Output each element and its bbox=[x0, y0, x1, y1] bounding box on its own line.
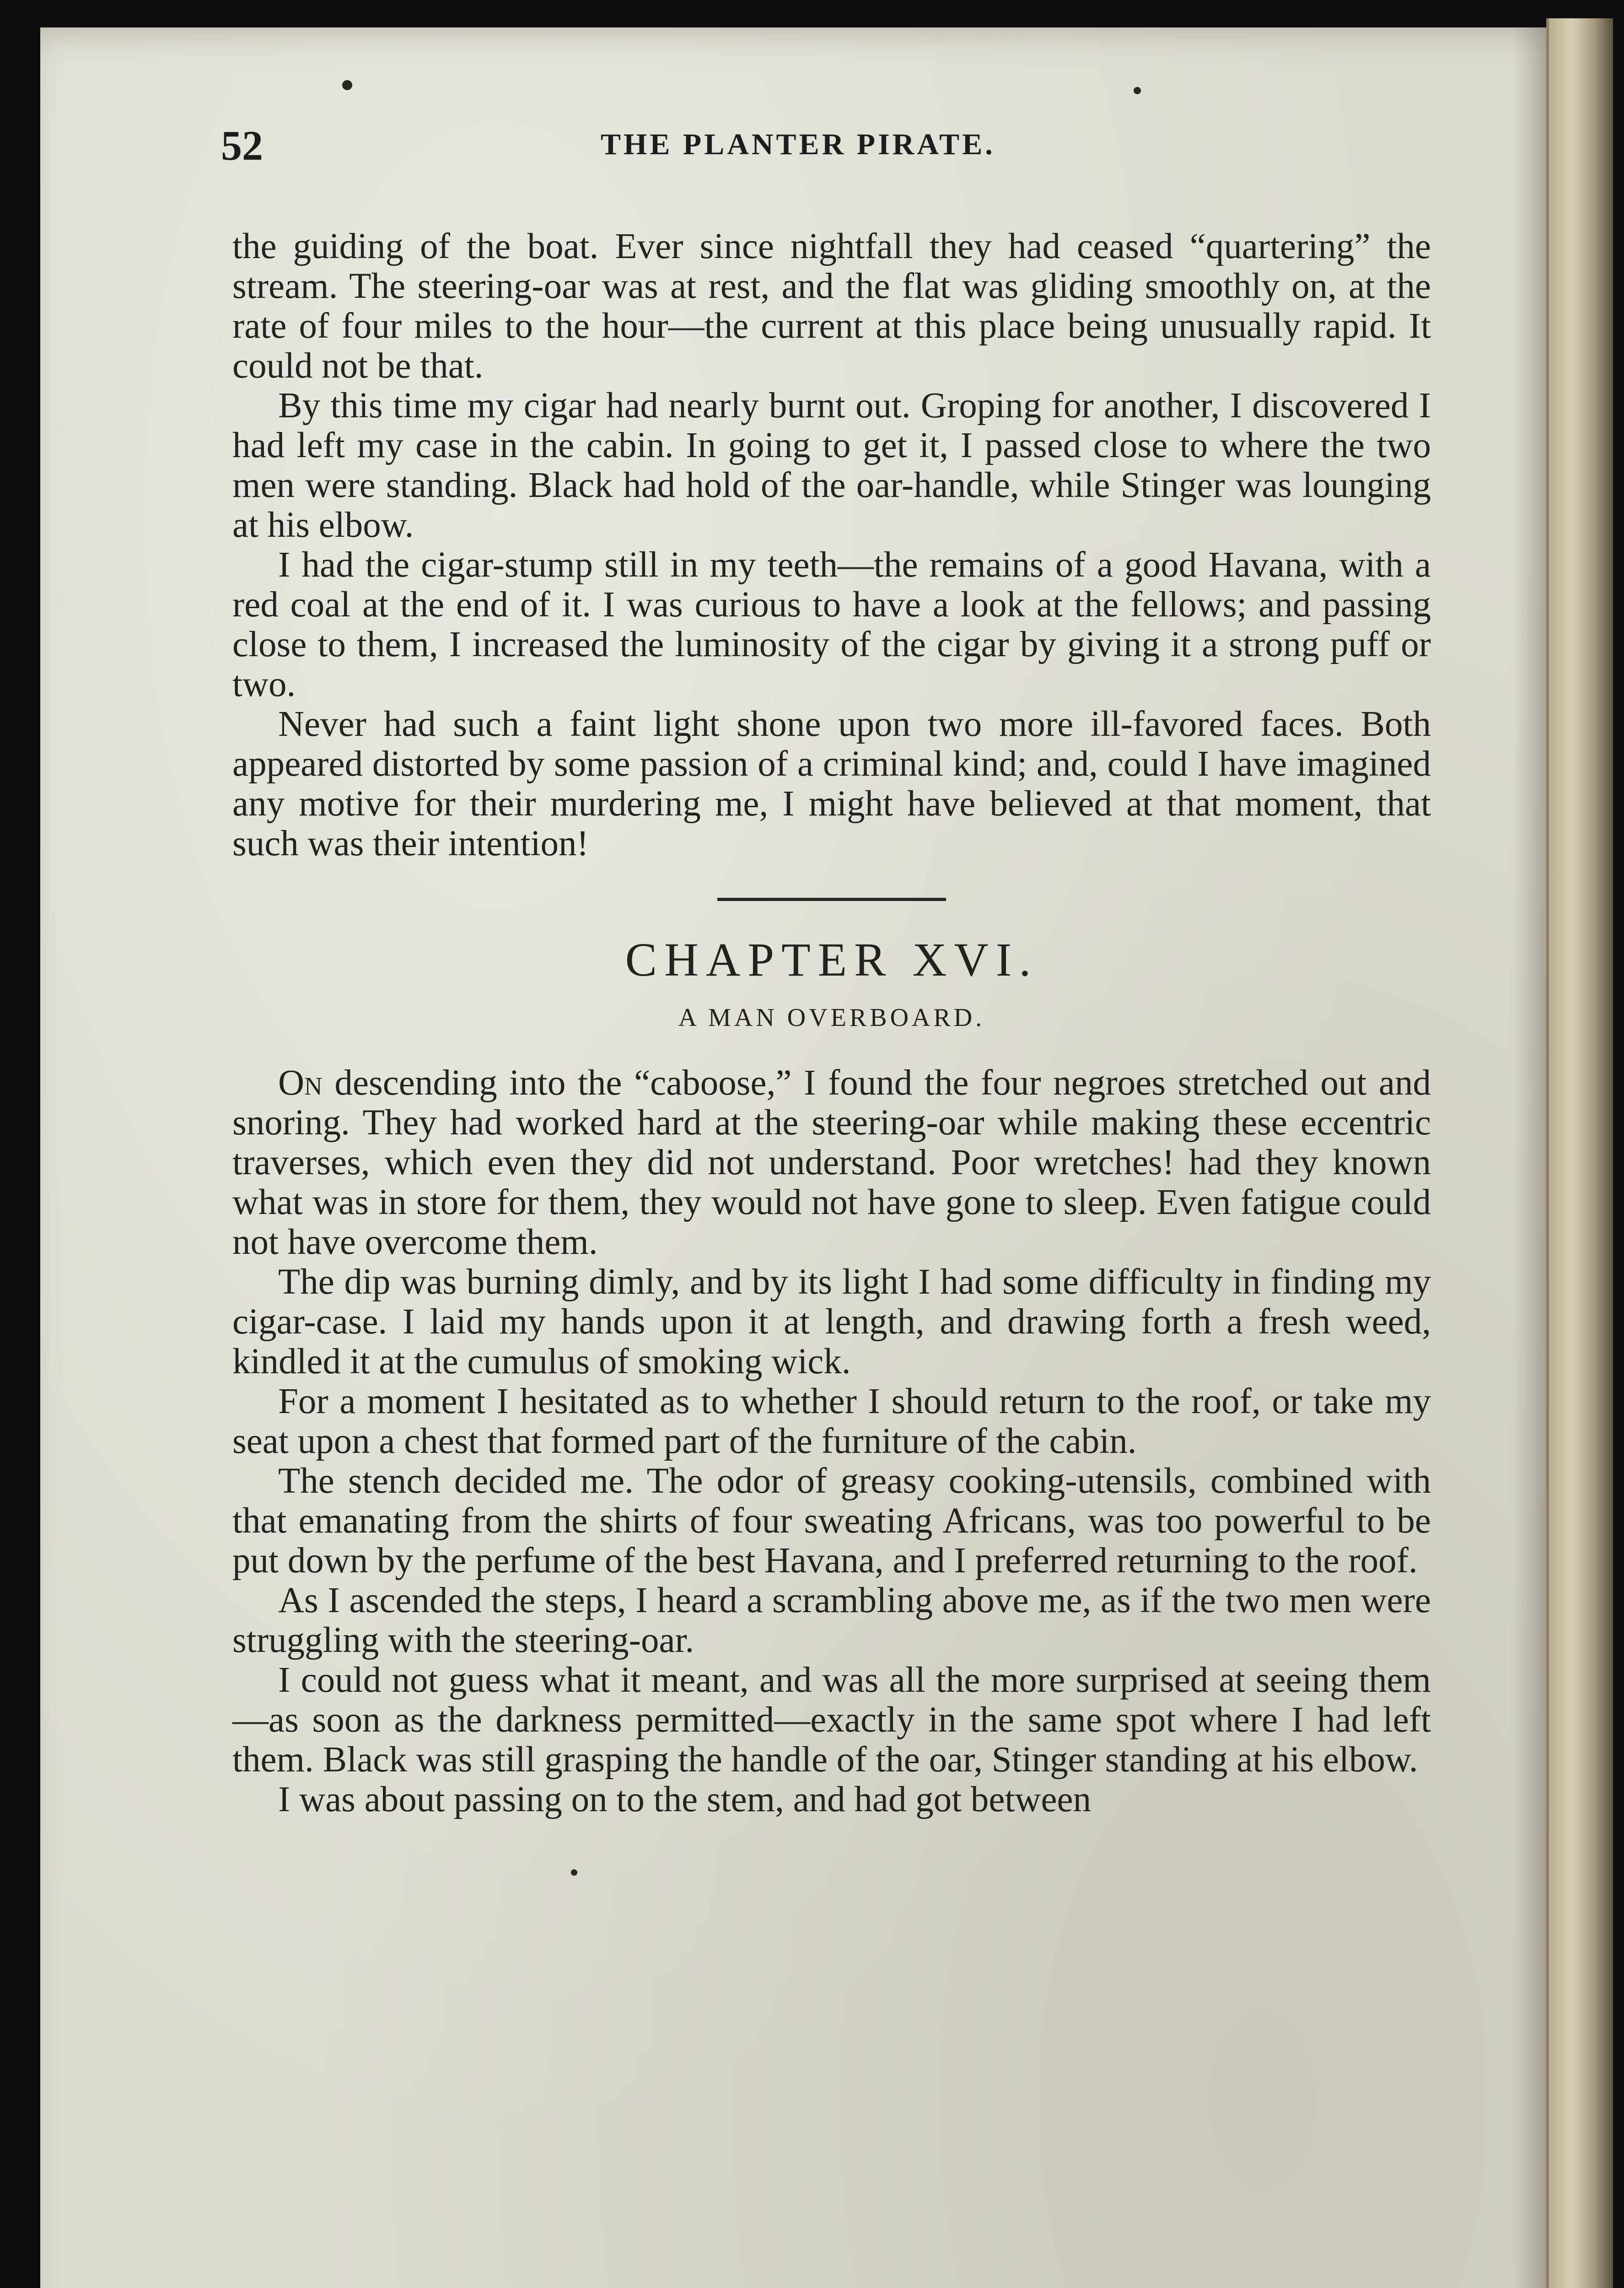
paragraph: I was about passing on to the stem, and had got between bbox=[278, 1780, 1092, 1819]
paragraph bbox=[232, 1063, 1431, 1262]
paragraph: I could not guess what it meant, and was all the more surprised at seeing them—as soon as the darkness permitted—exactly in the same spot where I had left them. Black was still grasping the handle of the oar, Stinger standing at his elbow. bbox=[232, 1660, 1431, 1780]
paragraph: I had the cigar-stump still in my teeth—the remains of a good Havana, with a red coal at the end of it. I was curious to have a look at the fellows; and passing close to them, I increased the luminosity of the cigar by giving it a strong puff or two. bbox=[232, 545, 1431, 704]
page-edge bbox=[1546, 18, 1613, 2288]
paragraph: The dip was burning dimly, and by its light I had some difficulty in finding my cigar-case. I laid my hands upon it at length, and drawing forth a fresh weed, kindled it at the cumulus of smoking wick. bbox=[232, 1262, 1431, 1381]
paper-speck bbox=[1134, 87, 1141, 94]
chapter-subtitle: A MAN OVERBOARD. bbox=[678, 1004, 985, 1032]
body-text bbox=[232, 227, 1431, 1819]
paragraph: The stench decided me. The odor of greasy cooking-utensils, combined with that emanating from the shirts of four sweating Africans, was too powerful to be put down by the perfume of the best Havana, and I preferred returning to the roof. bbox=[232, 1461, 1431, 1581]
section-divider bbox=[717, 898, 946, 901]
paragraph: the guiding of the boat. Ever since nightfall they had ceased “quartering” the stream. The steering-oar was at rest, and the flat was gliding smoothly on, at the rate of four miles to the hour—the current at this place being unusually rapid. It could not be that. bbox=[232, 227, 1431, 386]
running-title: THE PLANTER PIRATE. bbox=[601, 128, 995, 161]
paper-speck bbox=[342, 80, 352, 90]
chapter-heading: CHAPTER XVI. bbox=[625, 934, 1038, 986]
paragraph-text: descending into the “caboose,” I found the four negroes stretched out and snoring. They had worked hard at the steering-oar while making these eccentric traverses, which even they did not understand. Poor wretches! had they known what was in store for them, they would not have gone to sleep. Even fatigue could not have overcome them. bbox=[232, 1063, 1431, 1262]
page-number: 52 bbox=[221, 122, 263, 169]
paragraph: By this time my cigar had nearly burnt out. Groping for another, I discovered I had left my case in the cabin. In going to get it, I passed close to where the two men were standing. Black had hold of the oar-handle, while Stinger was lounging at his elbow. bbox=[232, 386, 1431, 545]
running-head bbox=[40, 27, 1568, 169]
paragraph: For a moment I hesitated as to whether I should return to the roof, or take my seat upon a chest that formed part of the furniture of the cabin. bbox=[232, 1381, 1431, 1461]
paragraph: As I ascended the steps, I heard a scrambling above me, as if the two men were struggling with the steering-oar. bbox=[232, 1581, 1431, 1660]
paragraph: Never had such a faint light shone upon two more ill-favored faces. Both appeared distorted by some passion of a criminal kind; and, could I have imagined any motive for their murdering me, I might have believed at that moment, that such was their intention! bbox=[232, 704, 1431, 863]
paper-speck bbox=[571, 1869, 577, 1876]
book-page bbox=[40, 27, 1568, 2288]
paragraph-lead-word: On bbox=[278, 1063, 323, 1103]
